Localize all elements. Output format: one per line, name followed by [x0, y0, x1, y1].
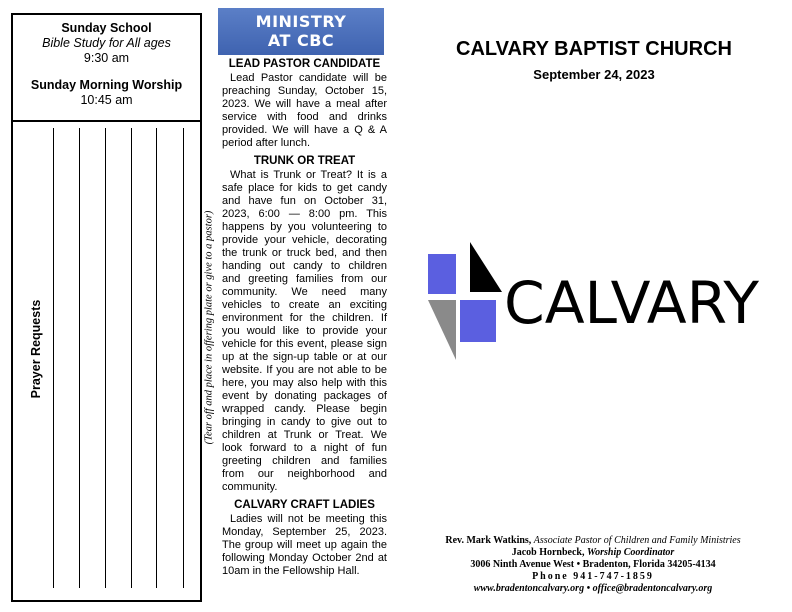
ministry-column: [222, 58, 387, 583]
logo-wordmark: CALVARY: [504, 269, 760, 337]
logo-blue-rect: [460, 300, 496, 342]
sunday-school-time: 9:30 am: [83, 51, 130, 65]
church-name: CALVARY BAPTIST CHURCH: [456, 38, 732, 60]
sunday-school-subtitle: Bible Study for All ages: [42, 36, 171, 50]
section-heading: CALVARY CRAFT LADIES: [234, 499, 375, 511]
logo-blue-square: [428, 254, 456, 294]
service-schedule: [11, 13, 202, 120]
bulletin-date: September 24, 2023: [533, 67, 655, 82]
pastor-title: Associate Pastor of Children and Family Ministries: [533, 535, 741, 546]
church-contact: Rev. Mark Watkins, Associate Pastor of Children and Family Ministries Jacob Hornbeck, Worship Coordinator 3006 Ninth Avenue West • Bradenton, Florida 34205-4134 Phone 941-747-1859 www.bradentoncalvary.org • office@bradentoncalvary.org: [408, 535, 778, 595]
write-line: [105, 128, 106, 588]
banner-line-2: AT CBC: [267, 31, 335, 50]
prayer-requests-label: Prayer Requests: [29, 299, 43, 399]
section-body: What is Trunk or Treat? It is a safe place for kids to get candy and have fun on October 31, 2023, 6:00 — 8:00 pm. This happens by you volunteering to provide your vehicle, decorating the trunk or truck bed, and then handing out candy to children and greeting families from our community. We need many vehicles to create an exciting environment for the children. If you would like to provide your vehicle for this event, please sign up at the sign-up table or at our website. If you are not able to be here, you may also help with this event by donating packages of wrapped candy. Please begin bringing in candy to give out to children at Trunk or Treat. We look forward to a night of fun greeting children and families from our neighborhood and community.: [222, 169, 387, 493]
calvary-logo: [426, 240, 766, 385]
sunday-school-title: Sunday School: [61, 21, 152, 35]
church-phone: Phone 941-747-1859: [532, 571, 654, 582]
church-address: 3006 Ninth Avenue West • Bradenton, Florida 34205-4134: [470, 559, 716, 570]
tear-off-note: (Tear off and place in offering plate or give to a pastor): [203, 210, 215, 445]
section-body: Ladies will not be meeting this Monday, September 25, 2023. The group will meet up again the following Monday October 2nd at 10am in the Fellowship Hall.: [222, 513, 387, 577]
write-line: [156, 128, 157, 588]
write-line: [183, 128, 184, 588]
banner-line-1: MINISTRY: [255, 12, 347, 31]
worship-title: Worship Coordinator: [586, 547, 675, 558]
section-body: Lead Pastor candidate will be preaching Sunday, October 15, 2023. We will have a meal after service with food and drinks provided. We will have a Q & A period after lunch.: [222, 72, 387, 149]
logo-gray-triangle: [428, 300, 456, 360]
section-heading: LEAD PASTOR CANDIDATE: [228, 58, 381, 70]
worship-name: Jacob Hornbeck,: [511, 547, 585, 558]
email-link[interactable]: office@bradentoncalvary.org: [592, 583, 713, 594]
logo-black-triangle: [470, 242, 502, 292]
section-heading: TRUNK OR TREAT: [253, 155, 356, 167]
worship-time: 10:45 am: [80, 93, 133, 107]
worship-title: Sunday Morning Worship: [30, 78, 183, 92]
ministry-banner: [218, 8, 384, 55]
pastor-name: Rev. Mark Watkins,: [445, 535, 532, 546]
write-line: [53, 128, 54, 588]
write-line: [79, 128, 80, 588]
prayer-request-box: [11, 120, 202, 602]
website-link[interactable]: www.bradentoncalvary.org: [473, 583, 585, 594]
write-line: [131, 128, 132, 588]
